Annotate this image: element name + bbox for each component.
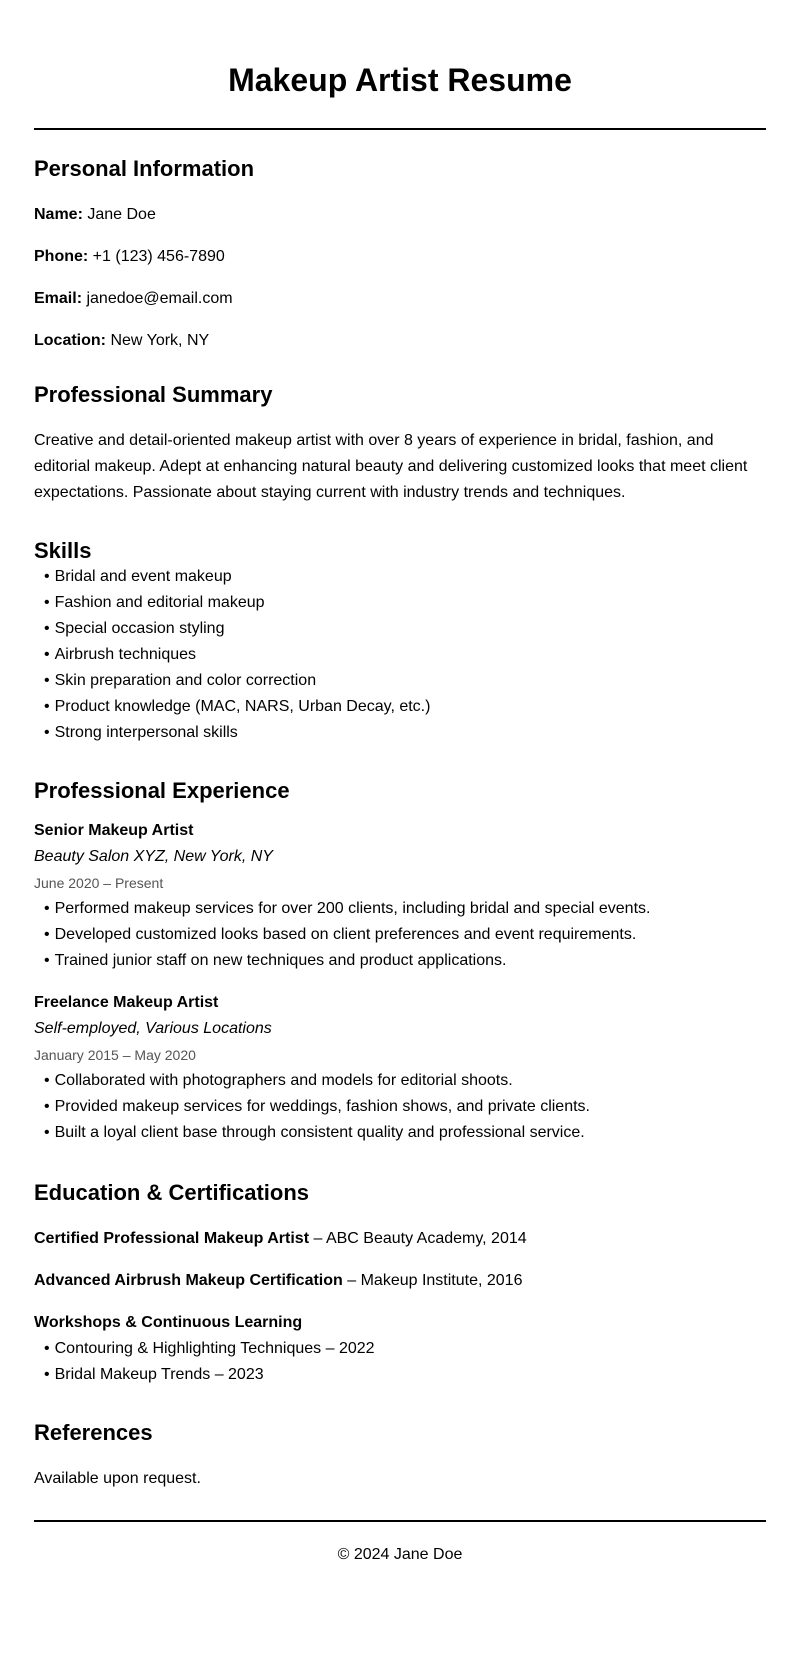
personal-information-heading: Personal Information [34, 156, 255, 181]
footer-divider [34, 1520, 766, 1522]
certification-name: Advanced Airbrush Makeup Certification [34, 1272, 343, 1289]
name-field [34, 202, 766, 228]
skills-section [34, 538, 766, 746]
phone-value: +1 (123) 456-7890 [92, 248, 225, 265]
professional-summary-heading: Professional Summary [34, 382, 273, 407]
name-label: Name: [34, 206, 83, 223]
job-organization: Beauty Salon XYZ, New York, NY [34, 848, 273, 865]
references-section [34, 1420, 766, 1492]
job-dates: June 2020 – Present [34, 875, 164, 891]
email-value: janedoe@email.com [86, 290, 233, 307]
personal-information-section [34, 156, 766, 354]
workshop-item: • Bridal Makeup Trends – 2023 [44, 1362, 766, 1388]
education-heading: Education & Certifications [34, 1180, 310, 1205]
job-organization: Self-employed, Various Locations [34, 1020, 272, 1037]
skill-item: • Product knowledge (MAC, NARS, Urban Decay, etc.) [44, 694, 766, 720]
job-duty: • Performed makeup services for over 200 clients, including bridal and special events. [44, 896, 766, 922]
personal-fields [34, 202, 766, 354]
professional-summary-section [34, 382, 766, 506]
certification-detail: – ABC Beauty Academy, 2014 [309, 1230, 527, 1247]
skill-item: • Bridal and event makeup [44, 564, 766, 590]
certification-name: Certified Professional Makeup Artist [34, 1230, 310, 1247]
name-value: Jane Doe [87, 206, 156, 223]
job-duty: • Trained junior staff on new techniques and product applications. [44, 948, 766, 974]
certification-item [34, 1226, 766, 1252]
skill-item: • Fashion and editorial makeup [44, 590, 766, 616]
skill-item: • Special occasion styling [44, 616, 766, 642]
certification-item [34, 1268, 766, 1294]
references-text: Available upon request. [34, 1470, 201, 1487]
skills-list [34, 564, 766, 746]
job-duty: • Collaborated with photographers and models for editorial shoots. [44, 1068, 766, 1094]
header-divider [34, 128, 766, 130]
certification-detail: – Makeup Institute, 2016 [342, 1272, 523, 1289]
workshop-item: • Contouring & Highlighting Techniques – 2022 [44, 1336, 766, 1362]
professional-experience-section [34, 778, 766, 1146]
location-field [34, 328, 766, 354]
phone-field [34, 244, 766, 270]
summary-text: Creative and detail-oriented makeup artist with over 8 years of experience in bridal, fashion, and editorial makeup. Adept at enhancing natural beauty and delivering customized looks that meet client expectations. Passionate about staying current with industry trends and techniques. [34, 432, 748, 501]
workshops-list [34, 1336, 766, 1388]
job-duty: • Developed customized looks based on client preferences and event requirements. [44, 922, 766, 948]
job-title: Freelance Makeup Artist [34, 994, 219, 1011]
job-duty: • Built a loyal client base through consistent quality and professional service. [44, 1120, 766, 1146]
job-entry [34, 990, 766, 1146]
references-heading: References [34, 1420, 153, 1445]
education-section [34, 1180, 766, 1388]
job-entry [34, 818, 766, 974]
location-value: New York, NY [110, 332, 210, 349]
skill-item: • Airbrush techniques [44, 642, 766, 668]
phone-label: Phone: [34, 248, 89, 265]
skills-heading: Skills [34, 538, 92, 563]
location-label: Location: [34, 332, 106, 349]
workshops-heading: Workshops & Continuous Learning [34, 1314, 303, 1331]
job-dates: January 2015 – May 2020 [34, 1047, 196, 1063]
footer-copyright: © 2024 Jane Doe [337, 1546, 463, 1563]
skill-item: • Skin preparation and color correction [44, 668, 766, 694]
job-title: Senior Makeup Artist [34, 822, 194, 839]
email-field [34, 286, 766, 312]
job-duty: • Provided makeup services for weddings, fashion shows, and private clients. [44, 1094, 766, 1120]
page-title: Makeup Artist Resume [228, 62, 572, 98]
professional-experience-heading: Professional Experience [34, 778, 290, 803]
job-duties-list [34, 1068, 766, 1146]
email-label: Email: [34, 290, 83, 307]
skill-item: • Strong interpersonal skills [44, 720, 766, 746]
job-duties-list [34, 896, 766, 974]
